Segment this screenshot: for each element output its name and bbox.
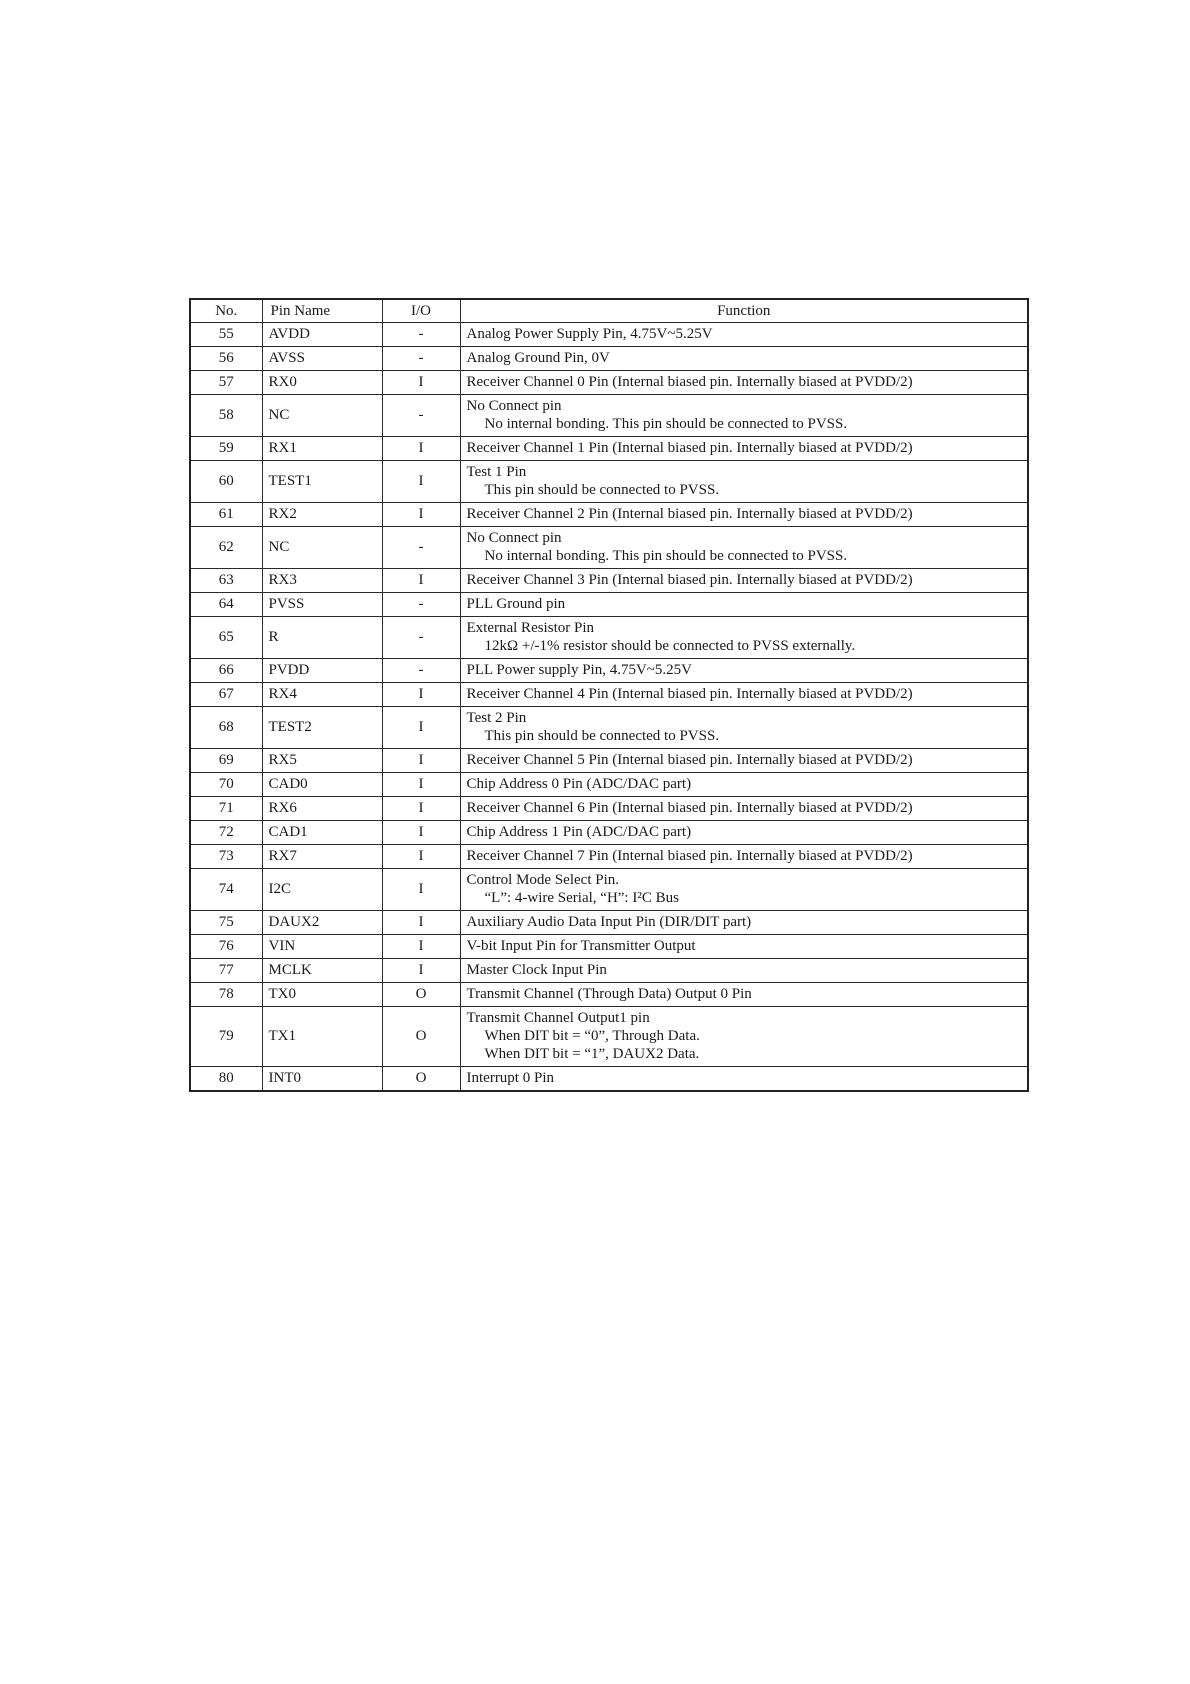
pin-number-cell: 70 <box>190 773 262 797</box>
pin-number-cell: 77 <box>190 959 262 983</box>
pin-name-cell: PVDD <box>262 659 382 683</box>
pin-io-cell: I <box>382 707 460 749</box>
pin-io-cell: - <box>382 395 460 437</box>
pin-name-cell: PVSS <box>262 593 382 617</box>
function-description: Auxiliary Audio Data Input Pin (DIR/DIT part) <box>466 914 752 930</box>
pin-function-cell <box>460 683 1028 707</box>
pin-number-cell: 78 <box>190 983 262 1007</box>
pin-function-cell <box>460 437 1028 461</box>
pin-number-cell: 72 <box>190 821 262 845</box>
function-description: Transmit Channel Output1 pin <box>466 1010 650 1026</box>
pin-name-cell: INT0 <box>262 1067 382 1092</box>
pin-function-cell <box>460 797 1028 821</box>
pin-name-cell: RX4 <box>262 683 382 707</box>
function-description: Interrupt 0 Pin <box>466 1070 554 1086</box>
pin-number-cell: 66 <box>190 659 262 683</box>
pin-function-cell <box>460 1067 1028 1092</box>
pin-function-cell <box>460 503 1028 527</box>
pin-function-cell <box>460 395 1028 437</box>
pin-number-cell: 69 <box>190 749 262 773</box>
pin-name-cell: RX0 <box>262 371 382 395</box>
pin-function-table <box>189 298 1029 1092</box>
pin-io-cell: I <box>382 749 460 773</box>
pin-number-cell: 68 <box>190 707 262 749</box>
table-row <box>190 869 1028 911</box>
pin-function-cell <box>460 773 1028 797</box>
pin-io-cell: O <box>382 1067 460 1092</box>
table-row <box>190 845 1028 869</box>
table-row <box>190 347 1028 371</box>
pin-io-cell: I <box>382 959 460 983</box>
pin-name-cell: AVDD <box>262 323 382 347</box>
table-row <box>190 707 1028 749</box>
function-detail: When DIT bit = “0”, Through Data. <box>484 1028 700 1044</box>
pin-name-cell: TEST2 <box>262 707 382 749</box>
table-row <box>190 461 1028 503</box>
function-description: Receiver Channel 0 Pin (Internal biased pin. Internally biased at PVDD/2) <box>466 374 913 390</box>
table-row <box>190 371 1028 395</box>
pin-io-cell: - <box>382 659 460 683</box>
function-description: Receiver Channel 7 Pin (Internal biased pin. Internally biased at PVDD/2) <box>466 848 913 864</box>
function-description: External Resistor Pin <box>466 620 594 636</box>
pin-io-cell: I <box>382 911 460 935</box>
pin-number-cell: 62 <box>190 527 262 569</box>
pin-number-cell: 55 <box>190 323 262 347</box>
table-row <box>190 911 1028 935</box>
pin-function-cell <box>460 1007 1028 1067</box>
pin-number-cell: 80 <box>190 1067 262 1092</box>
pin-function-cell <box>460 347 1028 371</box>
table-header-row <box>190 299 1028 323</box>
pin-name-cell: TX0 <box>262 983 382 1007</box>
table-row <box>190 773 1028 797</box>
pin-io-cell: I <box>382 569 460 593</box>
function-description: Chip Address 1 Pin (ADC/DAC part) <box>466 824 692 840</box>
function-detail: No internal bonding. This pin should be connected to PVSS. <box>484 416 848 432</box>
header-io: I/O <box>382 299 460 323</box>
header-no: No. <box>190 299 262 323</box>
function-description: No Connect pin <box>466 398 562 414</box>
function-description: Receiver Channel 2 Pin (Internal biased pin. Internally biased at PVDD/2) <box>466 506 913 522</box>
pin-io-cell: I <box>382 503 460 527</box>
function-description: Receiver Channel 3 Pin (Internal biased pin. Internally biased at PVDD/2) <box>466 572 913 588</box>
function-description: Transmit Channel (Through Data) Output 0 Pin <box>466 986 752 1002</box>
pin-function-cell <box>460 659 1028 683</box>
table-row <box>190 617 1028 659</box>
pin-name-cell: MCLK <box>262 959 382 983</box>
pin-function-cell <box>460 707 1028 749</box>
pin-number-cell: 79 <box>190 1007 262 1067</box>
function-detail: No internal bonding. This pin should be connected to PVSS. <box>484 548 848 564</box>
pin-name-cell: R <box>262 617 382 659</box>
pin-name-cell: NC <box>262 395 382 437</box>
function-description: Chip Address 0 Pin (ADC/DAC part) <box>466 776 692 792</box>
function-description: PLL Power supply Pin, 4.75V~5.25V <box>466 662 692 678</box>
pin-function-cell <box>460 593 1028 617</box>
function-description: Analog Power Supply Pin, 4.75V~5.25V <box>466 326 713 342</box>
pin-name-cell: RX7 <box>262 845 382 869</box>
function-description: Control Mode Select Pin. <box>466 872 619 888</box>
pin-function-cell <box>460 845 1028 869</box>
function-description: Test 1 Pin <box>466 464 527 480</box>
table-row <box>190 821 1028 845</box>
table-row <box>190 503 1028 527</box>
pin-function-cell <box>460 911 1028 935</box>
pin-number-cell: 63 <box>190 569 262 593</box>
pin-number-cell: 56 <box>190 347 262 371</box>
pin-function-cell <box>460 935 1028 959</box>
table-row <box>190 959 1028 983</box>
function-description: V-bit Input Pin for Transmitter Output <box>466 938 696 954</box>
function-description: Master Clock Input Pin <box>466 962 607 978</box>
table-row <box>190 797 1028 821</box>
pin-name-cell: CAD1 <box>262 821 382 845</box>
pin-io-cell: I <box>382 845 460 869</box>
pin-io-cell: I <box>382 461 460 503</box>
pin-name-cell: AVSS <box>262 347 382 371</box>
function-description: No Connect pin <box>466 530 562 546</box>
table-row <box>190 935 1028 959</box>
pin-io-cell: - <box>382 593 460 617</box>
pin-number-cell: 61 <box>190 503 262 527</box>
pin-number-cell: 59 <box>190 437 262 461</box>
pin-number-cell: 65 <box>190 617 262 659</box>
pin-name-cell: I2C <box>262 869 382 911</box>
table-row <box>190 395 1028 437</box>
table-row <box>190 527 1028 569</box>
pin-name-cell: RX3 <box>262 569 382 593</box>
pin-name-cell: TX1 <box>262 1007 382 1067</box>
pin-number-cell: 74 <box>190 869 262 911</box>
function-detail: 12kΩ +/-1% resistor should be connected to PVSS externally. <box>484 638 856 654</box>
pin-name-cell: NC <box>262 527 382 569</box>
function-description: Receiver Channel 5 Pin (Internal biased pin. Internally biased at PVDD/2) <box>466 752 913 768</box>
pin-function-cell <box>460 869 1028 911</box>
function-description: Receiver Channel 6 Pin (Internal biased pin. Internally biased at PVDD/2) <box>466 800 913 816</box>
function-detail: This pin should be connected to PVSS. <box>484 728 720 744</box>
pin-function-cell <box>460 461 1028 503</box>
pin-name-cell: RX5 <box>262 749 382 773</box>
table-row <box>190 659 1028 683</box>
pin-function-cell <box>460 959 1028 983</box>
pin-number-cell: 71 <box>190 797 262 821</box>
function-description: PLL Ground pin <box>466 596 566 612</box>
pin-io-cell: I <box>382 869 460 911</box>
pin-function-cell <box>460 983 1028 1007</box>
table-row <box>190 569 1028 593</box>
function-detail: This pin should be connected to PVSS. <box>484 482 720 498</box>
table-row <box>190 983 1028 1007</box>
table-row <box>190 1007 1028 1067</box>
pin-io-cell: - <box>382 527 460 569</box>
pin-io-cell: I <box>382 371 460 395</box>
pin-name-cell: DAUX2 <box>262 911 382 935</box>
function-description: Receiver Channel 1 Pin (Internal biased pin. Internally biased at PVDD/2) <box>466 440 913 456</box>
table-row <box>190 683 1028 707</box>
pin-io-cell: I <box>382 797 460 821</box>
pin-io-cell: O <box>382 983 460 1007</box>
pin-name-cell: CAD0 <box>262 773 382 797</box>
pin-io-cell: - <box>382 347 460 371</box>
pin-io-cell: I <box>382 437 460 461</box>
pin-function-cell <box>460 821 1028 845</box>
function-description: Test 2 Pin <box>466 710 527 726</box>
table-row <box>190 323 1028 347</box>
header-pin-name: Pin Name <box>262 299 382 323</box>
pin-function-cell <box>460 749 1028 773</box>
table-row <box>190 749 1028 773</box>
table-row <box>190 1067 1028 1092</box>
pin-name-cell: RX1 <box>262 437 382 461</box>
pin-number-cell: 57 <box>190 371 262 395</box>
pin-io-cell: - <box>382 323 460 347</box>
table-row <box>190 437 1028 461</box>
function-description: Receiver Channel 4 Pin (Internal biased pin. Internally biased at PVDD/2) <box>466 686 913 702</box>
pin-number-cell: 76 <box>190 935 262 959</box>
pin-io-cell: I <box>382 773 460 797</box>
pin-io-cell: I <box>382 821 460 845</box>
pin-function-cell <box>460 371 1028 395</box>
pin-io-cell: I <box>382 935 460 959</box>
function-description: Analog Ground Pin, 0V <box>466 350 610 366</box>
pin-number-cell: 60 <box>190 461 262 503</box>
pin-io-cell: - <box>382 617 460 659</box>
table-body <box>190 323 1028 1092</box>
function-detail: When DIT bit = “1”, DAUX2 Data. <box>484 1046 700 1062</box>
pin-number-cell: 58 <box>190 395 262 437</box>
pin-number-cell: 67 <box>190 683 262 707</box>
pin-function-cell <box>460 527 1028 569</box>
pin-name-cell: RX2 <box>262 503 382 527</box>
table-row <box>190 593 1028 617</box>
pin-function-cell <box>460 323 1028 347</box>
header-function: Function <box>460 299 1028 323</box>
function-detail: “L”: 4-wire Serial, “H”: I²C Bus <box>484 890 679 906</box>
pin-function-cell <box>460 569 1028 593</box>
pin-number-cell: 73 <box>190 845 262 869</box>
pin-number-cell: 64 <box>190 593 262 617</box>
pin-name-cell: VIN <box>262 935 382 959</box>
pin-name-cell: TEST1 <box>262 461 382 503</box>
pin-io-cell: O <box>382 1007 460 1067</box>
pin-number-cell: 75 <box>190 911 262 935</box>
pin-function-cell <box>460 617 1028 659</box>
pin-name-cell: RX6 <box>262 797 382 821</box>
pin-io-cell: I <box>382 683 460 707</box>
